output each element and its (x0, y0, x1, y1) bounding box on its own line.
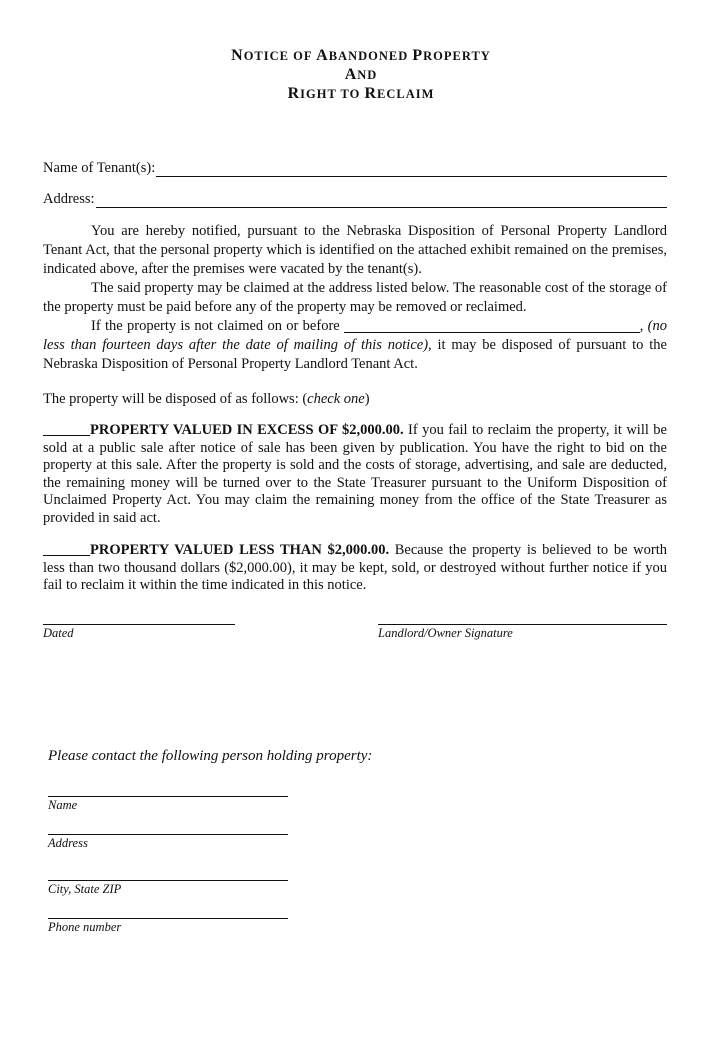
contact-address-line[interactable]: Address (48, 834, 288, 851)
paragraph-3-start: If the property is not claimed on or before (91, 318, 340, 334)
tenant-name-field (43, 160, 667, 177)
option-under-2000 (43, 542, 667, 595)
title-text: ND (357, 68, 378, 82)
notice-paragraph-2: The said property may be claimed at the address listed below. The reasonable cost of the storage of the property must be paid before any of the property may be removed or reclaimed. (43, 280, 667, 315)
dated-signature-line[interactable]: Dated (43, 624, 235, 641)
title-letter: A (344, 66, 358, 83)
disposal-text: The property will be disposed of as follows: ( (43, 391, 308, 407)
title-text: BANDONED (328, 49, 413, 63)
disposal-check-one: check one (307, 391, 365, 407)
tenant-name-blank[interactable] (156, 162, 667, 177)
contact-city-state-zip-line[interactable]: City, State ZIP (48, 880, 288, 897)
paragraph-3-italic: (no less than fourteen days after the date of mailing of this notice) (43, 318, 668, 353)
claim-date-blank[interactable] (344, 318, 640, 333)
title-line-1 (0, 46, 722, 66)
title-letter: R (287, 85, 301, 102)
title-text: OTICE OF (243, 49, 317, 63)
option-under-2000-text: Because the property is believed to be worth less than two thousand dollars ($2,000.00), it may be kept, sold, or destroyed without further notice if you fail to reclaim it within the time indicated in this notice. (43, 542, 667, 593)
notice-paragraph-3 (43, 317, 667, 374)
title-line-3 (0, 84, 722, 104)
disposal-instruction (43, 390, 667, 409)
disposal-close: ) (364, 391, 370, 407)
option-over-2000-text: If you fail to reclaim the property, it will be sold at a public sale after notice of sale has been given by publication. You have the right to bid on the property at this sale. After the property is sold and the costs of storage, advertising, and sale are deducted, the remaining money will be turned over to the State Treasurer pursuant to the Uniform Disposition of Unclaimed Property Act. You may claim the remaining money from the office of the State Treasurer as provided in said act. (43, 422, 667, 526)
option-over-2000 (43, 422, 667, 527)
title-letter: R (364, 85, 377, 102)
option-under-2000-heading: PROPERTY VALUED LESS THAN $2,000.00. (90, 542, 390, 558)
title-letter: N (231, 47, 244, 64)
title-letter: P (412, 47, 424, 64)
contact-name-line[interactable]: Name (48, 796, 288, 813)
title-text: IGHT TO (300, 87, 365, 101)
tenant-name-label: Name of Tenant(s): (43, 160, 156, 176)
landlord-signature-line[interactable]: Landlord/Owner Signature (378, 624, 667, 641)
paragraph-3-end: , it may be disposed of pursuant to the Nebraska Disposition of Personal Property Landlord Tenant Act. (43, 337, 667, 372)
paragraph-3-comma: , (639, 318, 644, 334)
address-field (43, 191, 667, 208)
title-text: ECLAIM (377, 87, 435, 101)
contact-heading: Please contact the following person holding property: (48, 748, 373, 764)
title-line-2 (0, 65, 722, 85)
title-letter: A (316, 47, 329, 64)
notice-paragraph-1: You are hereby notified, pursuant to the Nebraska Disposition of Personal Property Landlord Tenant Act, that the personal property which is identified on the attached exhibit remained on the premises, indicated above, after the premises were vacated by the tenant(s). (43, 223, 667, 277)
title-text: ROPERTY (423, 49, 491, 63)
address-blank[interactable] (96, 193, 667, 208)
contact-phone-line[interactable]: Phone number (48, 918, 288, 935)
address-label: Address: (43, 191, 95, 207)
option-under-2000-check[interactable] (43, 543, 90, 556)
option-over-2000-heading: PROPERTY VALUED IN EXCESS OF $2,000.00. (90, 422, 404, 438)
option-over-2000-check[interactable] (43, 423, 90, 436)
